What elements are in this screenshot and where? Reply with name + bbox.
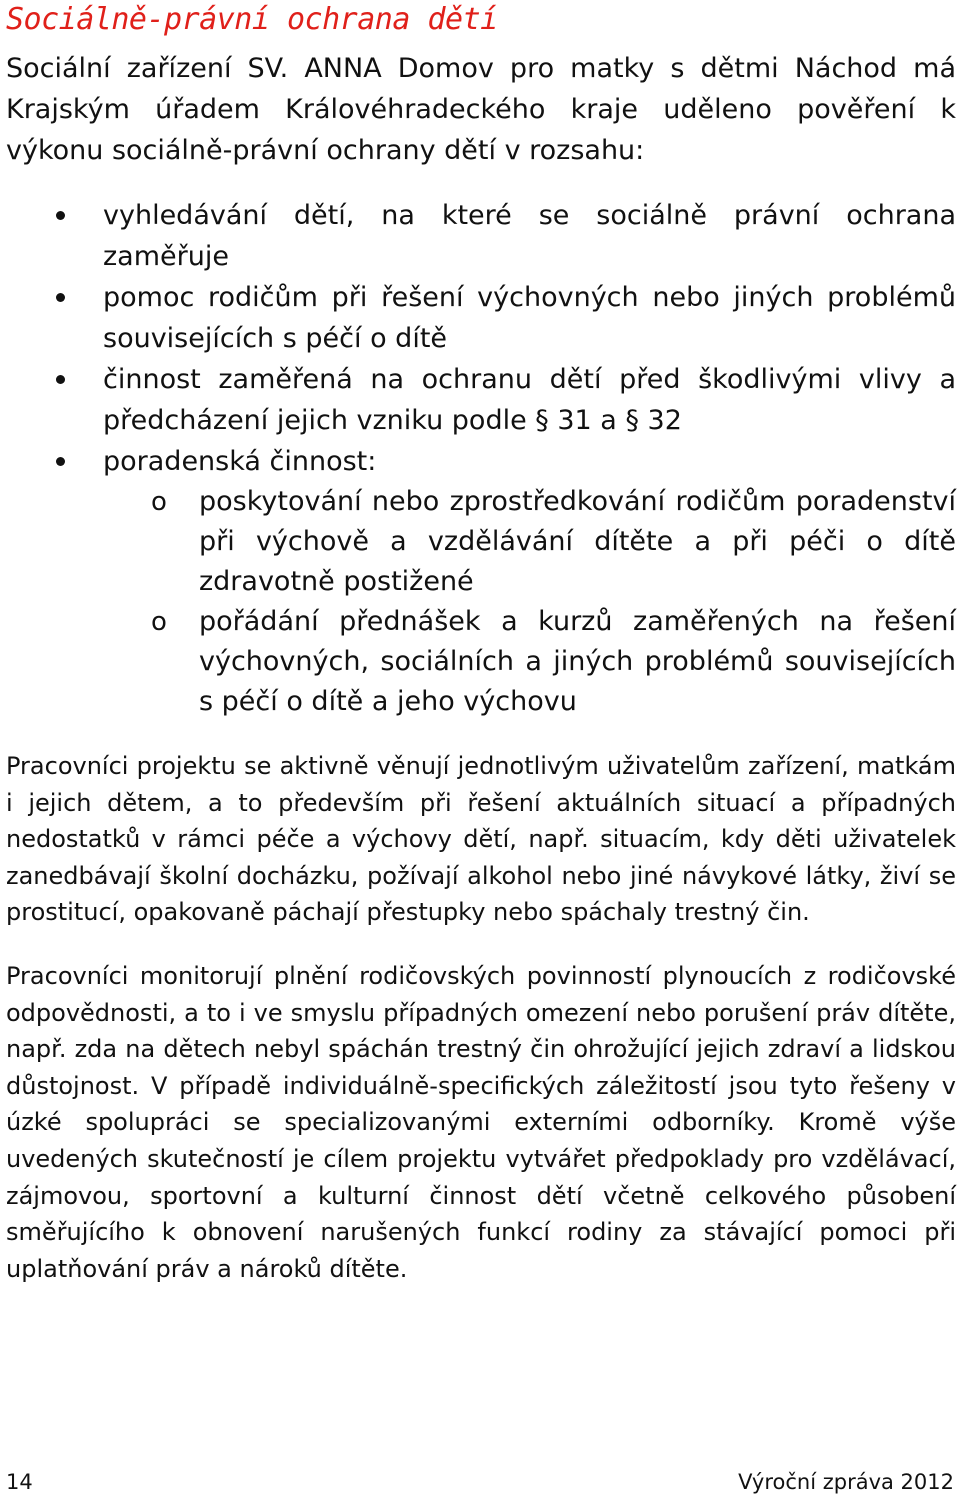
- section-heading: Sociálně-právní ochrana dětí: [6, 2, 498, 37]
- bullet-icon: [56, 375, 65, 384]
- bullet-icon: [56, 293, 65, 302]
- intro-paragraph: Sociální zařízení SV. ANNA Domov pro matky s dětmi Náchod má Krajským úřadem Královéhradeckého kraje uděleno pověření k výkonu sociálně-právní ochrany dětí v rozsahu:: [6, 53, 956, 166]
- paragraph-activities: Pracovníci projektu se aktivně věnují jednotlivým uživatelům zařízení, matkám i jejich dětem, a to především při řešení aktuálních situací a případných nedostatků v rámci péče a výchovy dětí, např. situacím, kdy děti uživatelek zanedbávají školní docházku, požívají alkohol nebo jiné návykové látky, živí se prostitucí, opakovaně páchají přestupky nebo spáchaly trestný čin.: [6, 752, 956, 927]
- list-item: [6, 359, 956, 441]
- list-item-text: pomoc rodičům při řešení výchovných nebo jiných problémů souvisejících s péčí o dítě: [103, 282, 956, 354]
- footer-title: Výroční zpráva 2012: [738, 1470, 954, 1494]
- sub-list-item: [102, 482, 956, 602]
- sub-list-item-text: poskytování nebo zprostředkování rodičům poradenství při výchově a vzdělávání dítěte a při péči o dítě zdravotně postižené: [199, 486, 956, 597]
- paragraph-monitoring: Pracovníci monitorují plnění rodičovských povinností plynoucích z rodičovské odpovědnosti, a to i ve smyslu případných omezení nebo porušení práv dítěte, např. zda na dětech nebyl spáchán trestný čin ohrožující jejich zdraví a lidskou důstojnost. V případě individuálně-specifických záležitostí jsou tyto řešeny v úzké spolupráci se specializovanými externími odborníky. Kromě výše uvedených skutečností je cílem projektu vytvářet předpoklady pro vzdělávací, zájmovou, sportovní a kulturní činnost dětí včetně celkového působení směřujícího k obnovení narušených funkcí rodiny za stávající pomoci při uplatňování práv a nároků dítěte.: [6, 961, 956, 1283]
- sub-list-item: [102, 602, 956, 722]
- sub-list: [103, 482, 956, 722]
- circle-bullet-icon: o: [151, 607, 167, 637]
- service-list: [6, 195, 956, 722]
- list-item-text: poradenská činnost:: [103, 446, 377, 477]
- body-content: [6, 48, 956, 1287]
- sub-list-item-text: pořádání přednášek a kurzů zaměřených na řešení výchovných, sociálních a jiných problémů souvisejících s péčí o dítě a jeho výchovu: [199, 606, 956, 717]
- bullet-icon: [56, 457, 65, 466]
- list-item: [6, 195, 956, 277]
- bullet-icon: [56, 211, 65, 220]
- circle-bullet-icon: o: [151, 487, 167, 517]
- list-item: [6, 277, 956, 359]
- list-item: [6, 441, 956, 722]
- list-item-text: vyhledávání dětí, na které se sociálně právní ochrana zaměřuje: [103, 200, 956, 272]
- list-item-text: činnost zaměřená na ochranu dětí před škodlivými vlivy a předcházení jejich vzniku podle § 31 a § 32: [103, 364, 956, 436]
- page-number: 14: [6, 1470, 33, 1494]
